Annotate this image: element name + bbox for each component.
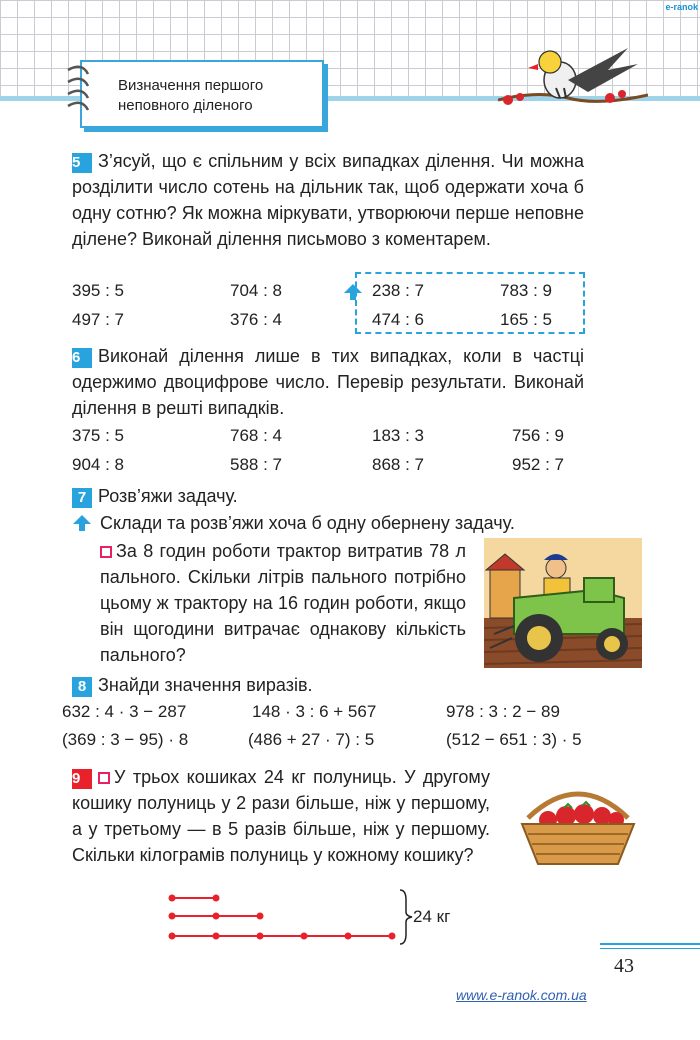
expr-5-2: 704 : 8 — [230, 281, 282, 300]
brace-icon — [400, 890, 412, 944]
expr-6-3: 183 : 3 — [372, 426, 424, 445]
topic-title: Визначення першого неповного діленого — [118, 77, 264, 114]
bird-illustration-icon — [498, 40, 648, 110]
expr-6-6: 588 : 7 — [230, 455, 282, 474]
task-7-title: 7 Розв’яжи задачу. — [72, 483, 584, 509]
expr-6-4: 756 : 9 — [512, 426, 564, 445]
task-number-7: 7 — [72, 488, 92, 508]
expr-5-6: 376 : 4 — [230, 310, 282, 329]
task-8-title: 8 Знайди значення виразів. — [72, 672, 584, 698]
task-5 — [72, 148, 584, 252]
expr-8-2: 148 · 3 : 6 + 567 — [252, 702, 377, 721]
task-6 — [72, 343, 584, 421]
expr-6-1: 375 : 5 — [72, 426, 124, 445]
expr-5-5: 497 : 7 — [72, 310, 124, 329]
expr-8-5: (486 + 27 · 7) : 5 — [248, 730, 375, 749]
square-marker-icon — [98, 772, 110, 784]
task-5-text: З’ясуй, що є спільним у всіх випадках ділення. Чи можна розділити число сотень на дільник так, щоб одержати хоча б одну сотню? Як можна міркувати, утворюючи перше неповне ділене? Виконай ділення письмово з коментарем. — [72, 151, 584, 249]
task-7-extra: Склади та розв’яжи хоча б одну обернену задачу. — [100, 513, 515, 533]
square-marker-icon — [100, 546, 112, 558]
strawberry-basket-illustration — [508, 784, 648, 868]
brand-logo: e-ranok — [665, 2, 698, 12]
expr-6-7: 868 : 7 — [372, 455, 424, 474]
expr-8-1: 632 : 4 · 3 − 287 — [62, 702, 187, 721]
task-number-5: 5 — [72, 153, 92, 173]
task-number-8: 8 — [72, 677, 92, 697]
tractor-illustration — [484, 538, 642, 668]
task-7-problem: За 8 годин роботи трактор витратив 78 л пального. Скільки літрів пального потрібно цьому ж трактору на 16 годин роботи, якщо він щогодини витрачає однакову кількість пального? — [100, 541, 466, 665]
expr-5-7: 474 : 6 — [372, 310, 424, 329]
task-6-text: Виконай ділення лише в тих випадках, коли в частці одержимо двоцифрове число. Перевір результати. Виконай ділення в решті випадків. — [72, 346, 584, 418]
task-number-9: 9 — [72, 769, 92, 789]
topic-card — [80, 60, 324, 128]
segment-diagram — [160, 886, 420, 948]
up-arrow-icon — [343, 282, 363, 302]
diagram-total-label: 24 кг — [413, 907, 451, 926]
challenge-box — [355, 272, 585, 334]
website-link[interactable]: www.e-ranok.com.ua — [456, 987, 587, 1003]
expr-5-1: 395 : 5 — [72, 281, 124, 300]
expr-6-2: 768 : 4 — [230, 426, 282, 445]
expr-8-3: 978 : 3 : 2 − 89 — [446, 702, 560, 721]
footer-rule — [600, 948, 700, 949]
task-number-6: 6 — [72, 348, 92, 368]
segment-third-basket — [169, 933, 396, 940]
expr-8-6: (512 − 651 : 3) · 5 — [446, 730, 582, 749]
footer-rule — [600, 943, 700, 945]
expr-5-8: 165 : 5 — [500, 310, 552, 329]
expr-5-4: 783 : 9 — [500, 281, 552, 300]
task-9: 9 У трьох кошиках 24 кг полуниць. У другому кошику полуниць у 2 рази більше, ніж у першому, а у третьому — в 5 разів більше, ніж у першому. Скільки кілограмів полуниць у кожному кошику? — [72, 767, 490, 865]
expr-6-5: 904 : 8 — [72, 455, 124, 474]
expr-5-3: 238 : 7 — [372, 281, 424, 300]
page-number: 43 — [614, 955, 634, 977]
spiral-binding-icon — [64, 62, 94, 124]
segment-second-basket — [169, 913, 264, 920]
expr-8-4: (369 : 3 − 95) · 8 — [62, 730, 189, 749]
segment-first-basket — [169, 895, 220, 902]
expr-6-8: 952 : 7 — [512, 455, 564, 474]
up-arrow-icon — [72, 513, 92, 533]
